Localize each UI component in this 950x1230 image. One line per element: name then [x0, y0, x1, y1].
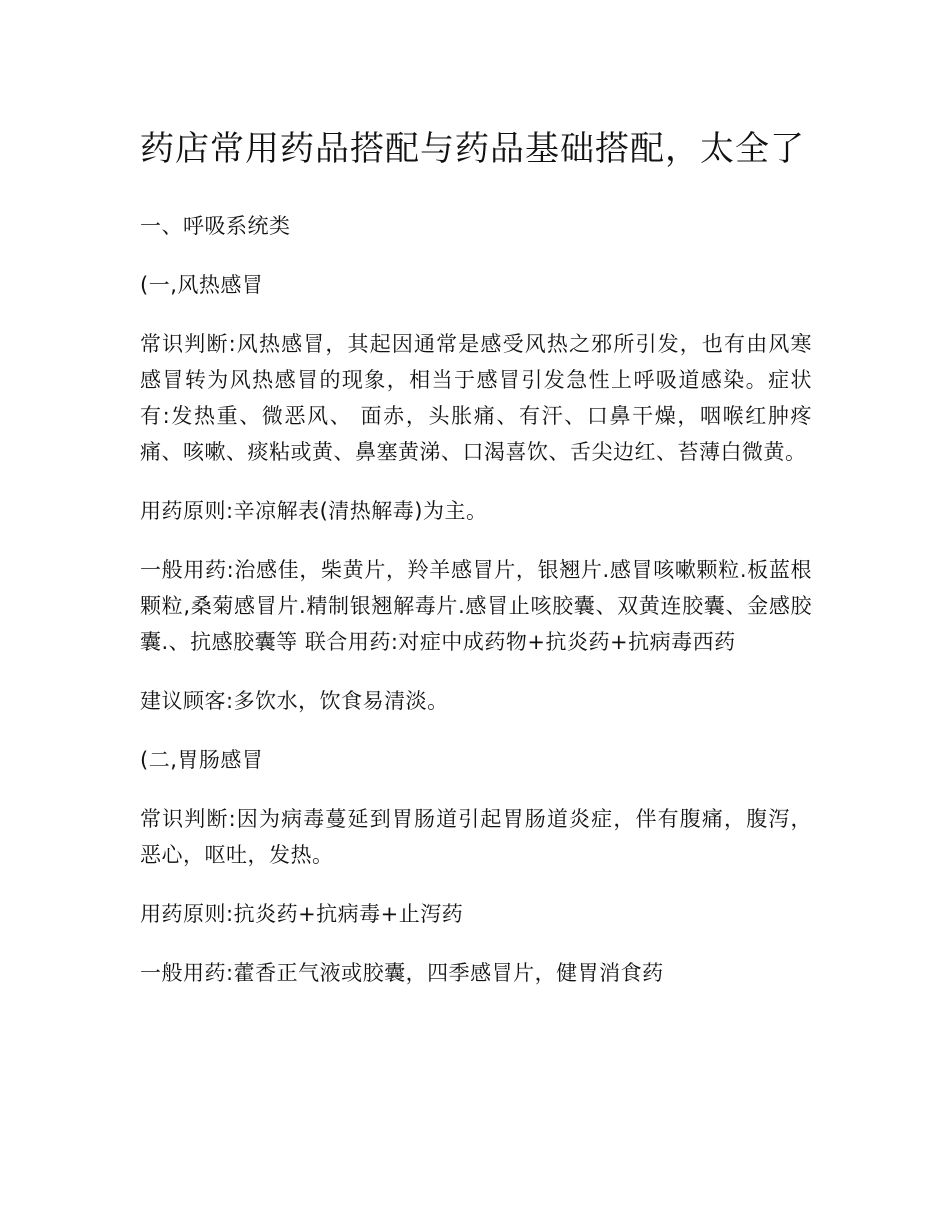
paragraph-diagnosis-gi: 常识判断:因为病毒蔓延到胃肠道引起胃肠道炎症，伴有腹痛，腹泻，恶心，呕吐，发热。: [140, 807, 812, 867]
paragraph-diagnosis: 常识判断:风热感冒，其起因通常是感受风热之邪所引发，也有由风寒感冒转为风热感冒的现象，相当于感冒引发急性上呼吸道感染。症状有:发热重、微恶风、 面赤，头胀痛、有汗、口鼻干燥，咽喉红肿疼痛、咳嗽、痰粘或黄、鼻塞黄涕、口渴喜饮、舌尖边红、苔薄白微黄。: [140, 332, 812, 464]
paragraph-medication-principle-gi: 用药原则:抗炎药+抗病毒+止泻药: [140, 902, 464, 926]
section-heading-respiratory: 一、呼吸系统类: [140, 214, 291, 238]
paragraph-customer-advice: 建议顾客:多饮水，饮食易清淡。: [140, 689, 449, 713]
page-title: 药店常用药品搭配与药品基础搭配，太全了: [140, 129, 805, 169]
paragraph-medication-principle: 用药原则:辛凉解表(清热解毒)为主。: [140, 499, 488, 523]
paragraph-general-medication-gi: 一般用药:藿香正气液或胶囊，四季感冒片，健胃消食药: [140, 961, 664, 985]
paragraph-general-medication: 一般用药:治感佳，柴黄片，羚羊感冒片，银翘片.感冒咳嗽颗粒.板蓝根颗粒,桑菊感冒片.精制银翘解毒片.感冒止咳胶囊、双黄连胶囊、金感胶囊.、抗感胶囊等 联合用药:对症中成药物+抗炎药+抗病毒西药: [140, 558, 812, 654]
subsection-heading-wind-heat-cold: (一,风热感冒: [140, 273, 264, 297]
document-body: [140, 124, 812, 1014]
subsection-heading-gastrointestinal-cold: (二,胃肠感冒: [140, 748, 264, 772]
